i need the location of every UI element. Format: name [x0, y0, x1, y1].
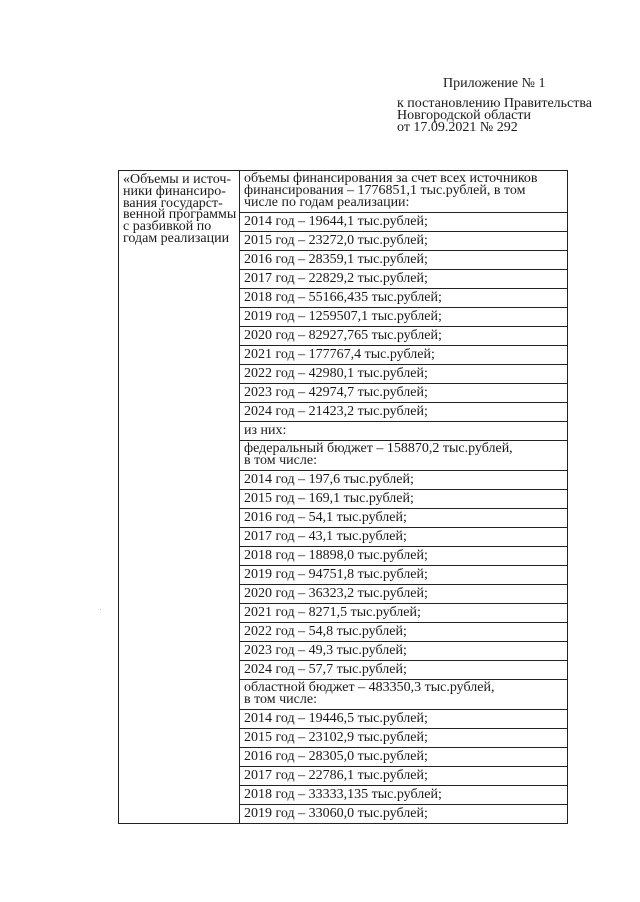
regional-year-row: 2014 год – 19446,5 тыс.рублей;	[240, 710, 567, 729]
total-year-row: 2022 год – 42980,1 тыс.рублей;	[240, 365, 567, 384]
federal-line: в том числе:	[244, 453, 317, 468]
decree-line: от 17.09.2021 № 292	[397, 120, 518, 135]
federal-year-row: 2018 год – 18898,0 тыс.рублей;	[240, 547, 567, 566]
regional-year-row: 2019 год – 33060,0 тыс.рублей;	[244, 806, 428, 821]
decree-line: к постановлению Правительства	[397, 96, 593, 111]
total-year-row: 2023 год – 42974,7 тыс.рублей;	[240, 384, 567, 403]
total-year-row: 2021 год – 177767,4 тыс.рублей;	[240, 346, 567, 365]
funding-intro	[240, 171, 567, 213]
label-line: «Объемы и источ-	[123, 172, 232, 187]
federal-budget-total	[240, 441, 567, 471]
federal-year-row: 2021 год – 8271,5 тыс.рублей;	[240, 604, 567, 623]
total-year-row: 2019 год – 1259507,1 тыс.рублей;	[240, 308, 567, 327]
label-line: с разбивкой по	[123, 219, 212, 235]
total-year-row: 2018 год – 55166,435 тыс.рублей;	[240, 289, 567, 308]
table-row	[119, 171, 568, 824]
of-them-label: из них:	[240, 422, 567, 441]
regional-line: в том числе:	[244, 692, 317, 707]
label-line: ники финансиро-	[123, 183, 226, 199]
total-year-row: 2014 год – 19644,1 тыс.рублей;	[240, 213, 567, 232]
federal-year-row: 2019 год – 94751,8 тыс.рублей;	[240, 566, 567, 585]
appendix-title: Приложение № 1	[443, 76, 546, 91]
federal-year-row: 2017 год – 43,1 тыс.рублей;	[240, 528, 567, 547]
regional-year-row: 2017 год – 22786,1 тыс.рублей;	[240, 767, 567, 786]
total-year-row: 2017 год – 22829,2 тыс.рублей;	[240, 270, 567, 289]
scan-speck	[100, 609, 101, 610]
label-line: венной программы	[123, 207, 237, 223]
funding-label-cell	[119, 171, 240, 824]
intro-line: объемы финансирования за счет всех источников	[244, 171, 538, 186]
federal-year-row: 2024 год – 57,7 тыс.рублей;	[240, 661, 567, 680]
federal-year-row: 2014 год – 197,6 тыс.рублей;	[240, 471, 567, 490]
funding-label	[119, 171, 239, 245]
decree-line: Новгородской области	[397, 108, 531, 123]
label-line: годам реализации	[123, 230, 230, 246]
federal-year-row: 2016 год – 54,1 тыс.рублей;	[240, 509, 567, 528]
regional-budget-total	[240, 680, 567, 710]
intro-line: финансирования – 1776851,1 тыс.рублей, в том	[244, 183, 526, 198]
federal-year-row: 2015 год – 169,1 тыс.рублей;	[240, 490, 567, 509]
regional-year-row: 2018 год – 33333,135 тыс.рублей;	[240, 786, 567, 805]
label-line: вания государст-	[123, 195, 223, 211]
regional-year-row: 2016 год – 28305,0 тыс.рублей;	[240, 748, 567, 767]
total-year-row: 2016 год – 28359,1 тыс.рублей;	[240, 251, 567, 270]
total-year-row: 2015 год – 23272,0 тыс.рублей;	[240, 232, 567, 251]
funding-table	[118, 170, 568, 824]
funding-values-cell	[240, 171, 568, 824]
decree-reference	[397, 98, 592, 134]
federal-year-row: 2023 год – 49,3 тыс.рублей;	[240, 642, 567, 661]
federal-year-row: 2020 год – 36323,2 тыс.рублей;	[240, 585, 567, 604]
total-year-row: 2020 год – 82927,765 тыс.рублей;	[240, 327, 567, 346]
intro-line: числе по годам реализации:	[244, 195, 410, 210]
federal-year-row: 2022 год – 54,8 тыс.рублей;	[240, 623, 567, 642]
federal-line: федеральный бюджет – 158870,2 тыс.рублей,	[244, 441, 513, 456]
regional-line: областной бюджет – 483350,3 тыс.рублей,	[244, 680, 495, 695]
regional-year-row: 2015 год – 23102,9 тыс.рублей;	[240, 729, 567, 748]
total-year-row: 2024 год – 21423,2 тыс.рублей;	[240, 403, 567, 422]
